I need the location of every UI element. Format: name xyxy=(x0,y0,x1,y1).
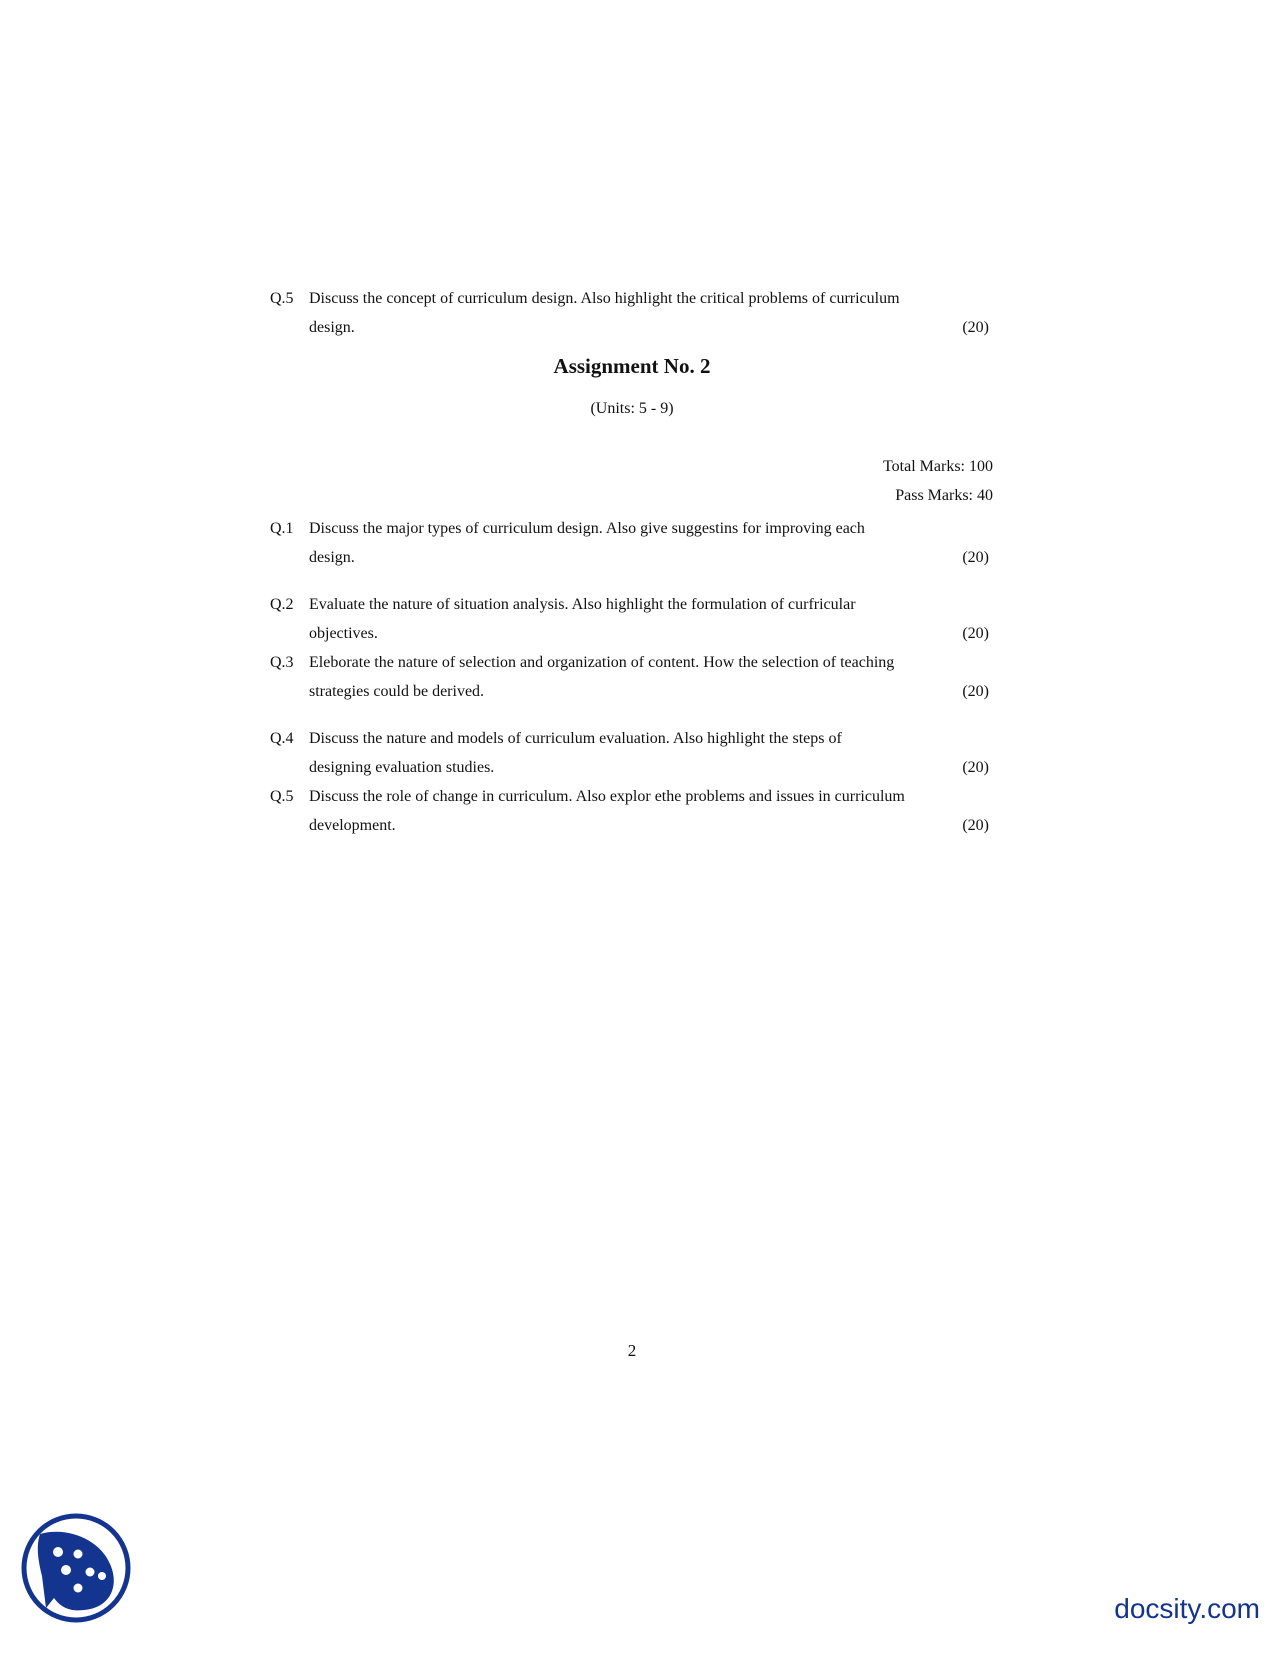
question-text: Discuss the concept of curriculum design. Also highlight the critical problems of curriculum xyxy=(309,290,900,307)
question-2 xyxy=(270,590,992,648)
docsity-brand-link[interactable]: docsity.com xyxy=(1114,1593,1260,1624)
question-text-continued: design. xyxy=(309,319,355,336)
question-5 xyxy=(270,782,992,840)
question-text-continued: designing evaluation studies. xyxy=(309,759,495,776)
question-number: Q.2 xyxy=(270,596,294,613)
question-text: Eleborate the nature of selection and organization of content. How the selection of teaching xyxy=(309,654,895,671)
question-number: Q.1 xyxy=(270,520,294,537)
assignment-title: Assignment No. 2 xyxy=(553,354,711,378)
question-text-continued: strategies could be derived. xyxy=(309,683,485,700)
question-4 xyxy=(270,724,992,782)
docsity-logo-icon[interactable] xyxy=(20,1512,132,1624)
question-1 xyxy=(270,514,992,572)
question-text-continued: objectives. xyxy=(309,625,378,642)
total-marks: Total Marks: 100 xyxy=(883,458,993,475)
question-text-continued: development. xyxy=(309,817,396,834)
question-marks: (20) xyxy=(962,319,989,336)
question-number: Q.5 xyxy=(270,788,294,805)
page-number: 2 xyxy=(627,1341,637,1360)
question-marks: (20) xyxy=(962,625,989,642)
question-text: Discuss the major types of curriculum design. Also give suggestins for improving each xyxy=(309,520,865,537)
question-marks: (20) xyxy=(962,549,989,566)
question-number: Q.3 xyxy=(270,654,294,671)
question-3 xyxy=(270,648,992,706)
question-number: Q.5 xyxy=(270,290,294,307)
question-marks: (20) xyxy=(962,683,989,700)
question-intro xyxy=(270,284,992,342)
pass-marks: Pass Marks: 40 xyxy=(895,487,993,504)
question-number: Q.4 xyxy=(270,730,294,747)
assignment-units: (Units: 5 - 9) xyxy=(590,400,674,417)
question-text: Discuss the nature and models of curriculum evaluation. Also highlight the steps of xyxy=(309,730,842,747)
question-marks: (20) xyxy=(962,817,989,834)
question-text-continued: design. xyxy=(309,549,355,566)
question-text: Discuss the role of change in curriculum. Also explor ethe problems and issues in curriculum xyxy=(309,788,905,805)
question-marks: (20) xyxy=(962,759,989,776)
question-text: Evaluate the nature of situation analysis. Also highlight the formulation of curfricular xyxy=(309,596,856,613)
